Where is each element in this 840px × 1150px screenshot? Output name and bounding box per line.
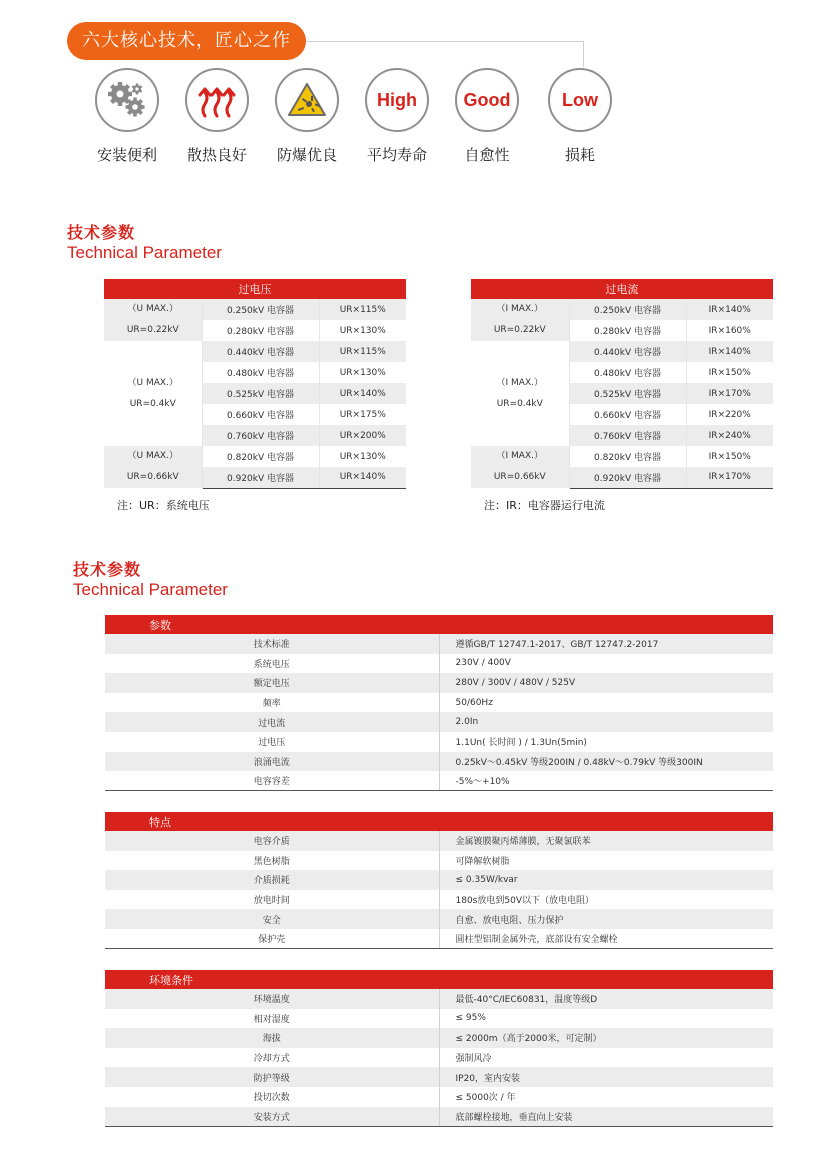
table-header: 过电压 xyxy=(104,279,406,299)
over-current-value: IR×140% xyxy=(686,299,773,320)
spec-key: 黑色树脂 xyxy=(105,851,439,871)
capacitor-rating: 0.250kV 电容器 xyxy=(202,299,319,320)
spec-key: 相对湿度 xyxy=(105,1009,439,1029)
spec-key: 额定电压 xyxy=(105,673,439,693)
spec-key: 电容容差 xyxy=(105,771,439,791)
spec-key: 浪涌电流 xyxy=(105,752,439,772)
spec-value: 230V / 400V xyxy=(455,658,511,669)
high-badge xyxy=(365,68,429,132)
feature-heat-dissipation xyxy=(167,66,267,166)
spec-key: 海拔 xyxy=(105,1028,439,1048)
good-word: Good xyxy=(463,89,511,110)
spec-value: 280V / 300V / 480V / 525V xyxy=(439,673,773,693)
feature-label: 平均寿命 xyxy=(366,146,427,164)
explosion-warning-icon xyxy=(275,68,339,132)
capacitor-rating: 0.525kV 电容器 xyxy=(202,383,319,404)
section-title: 技术参数 xyxy=(67,223,136,242)
banner-divider xyxy=(306,41,584,42)
capacitor-rating: 0.820kV 电容器 xyxy=(202,446,319,467)
spec-key: 保护壳 xyxy=(105,929,439,949)
spec-value: 底部螺栓接地，垂直向上安装 xyxy=(439,1107,773,1127)
low-word: Low xyxy=(562,89,598,110)
over-voltage-table xyxy=(104,279,406,489)
spec-value: -5%～+10% xyxy=(439,771,773,791)
capacitor-rating: 0.280kV 电容器 xyxy=(202,320,319,341)
group-label: （U MAX.） UR=0.66kV xyxy=(104,446,202,488)
table-header: 环境条件 xyxy=(105,970,773,989)
spec-value: 最低-40°C/IEC60831，温度等级D xyxy=(439,989,773,1009)
spec-key: 安装方式 xyxy=(105,1107,439,1127)
parameters-table xyxy=(105,615,773,791)
spec-value: 可降解软树脂 xyxy=(455,856,510,867)
group-label: （U MAX.） UR=0.4kV xyxy=(104,341,202,446)
spec-key: 频率 xyxy=(105,693,439,713)
over-voltage-value: UR×115% xyxy=(319,299,406,320)
environment-table xyxy=(105,970,773,1127)
section-subtitle: Technical Parameter xyxy=(73,580,228,599)
spec-key: 冷却方式 xyxy=(105,1048,439,1068)
section-subtitle: Technical Parameter xyxy=(67,243,222,262)
over-voltage-value: UR×130% xyxy=(339,451,386,462)
capacitor-rating: 0.920kV 电容器 xyxy=(569,467,686,488)
spec-key: 技术标准 xyxy=(105,634,439,654)
over-voltage-value: UR×140% xyxy=(319,383,406,404)
over-voltage-value: UR×175% xyxy=(339,409,386,420)
good-badge xyxy=(455,68,519,132)
over-voltage-value: UR×130% xyxy=(339,367,386,378)
low-badge xyxy=(548,68,612,132)
capacitor-rating: 0.660kV 电容器 xyxy=(202,404,319,425)
spec-key: 放电时间 xyxy=(105,890,439,910)
spec-key: 系统电压 xyxy=(105,654,439,674)
over-voltage-value: UR×200% xyxy=(319,425,406,446)
table-header: 过电流 xyxy=(471,279,773,299)
spec-key: 过电压 xyxy=(105,732,439,752)
over-current-value: IR×220% xyxy=(708,409,751,420)
capacitor-rating: 0.820kV 电容器 xyxy=(569,446,686,467)
spec-key: 安全 xyxy=(105,909,439,929)
feature-average-life xyxy=(347,66,447,166)
over-voltage-value: UR×130% xyxy=(339,325,386,336)
spec-value: 自愈、放电电阻、压力保护 xyxy=(439,909,773,929)
over-current-value: IR×150% xyxy=(708,451,751,462)
spec-value: 1.1Un( 长时间 ) / 1.3Un(5min) xyxy=(455,738,587,749)
spec-value: 圆柱型铝制金属外壳，底部设有安全螺栓 xyxy=(439,929,773,949)
feature-banner: 六大核心技术，匠心之作 xyxy=(67,22,306,60)
group-label: （U MAX.） UR=0.22kV xyxy=(104,299,202,341)
capacitor-rating: 0.660kV 电容器 xyxy=(569,404,686,425)
group-label: （I MAX.） UR=0.22kV xyxy=(471,299,569,341)
feature-label: 安装便利 xyxy=(96,146,157,164)
capacitor-rating: 0.440kV 电容器 xyxy=(202,341,319,362)
capacitor-rating: 0.480kV 电容器 xyxy=(569,362,686,383)
capacitor-rating: 0.480kV 电容器 xyxy=(202,362,319,383)
table-header: 特点 xyxy=(105,812,773,831)
features-table xyxy=(105,812,773,949)
over-current-value: IR×170% xyxy=(686,467,773,488)
group-label: （I MAX.） UR=0.4kV xyxy=(471,341,569,446)
spec-value: 50/60Hz xyxy=(455,697,493,708)
spec-value: 遵循GB/T 12747.1-2017、GB/T 12747.2-2017 xyxy=(439,634,773,654)
over-current-value: IR×240% xyxy=(686,425,773,446)
high-word: High xyxy=(377,89,417,110)
feature-label: 损耗 xyxy=(564,146,595,164)
feature-self-healing xyxy=(437,66,537,166)
over-voltage-value: UR×115% xyxy=(319,341,406,362)
capacitor-rating: 0.760kV 电容器 xyxy=(202,425,319,446)
capacitor-rating: 0.440kV 电容器 xyxy=(569,341,686,362)
heat-arrows-icon xyxy=(185,68,249,132)
over-current-table xyxy=(471,279,773,489)
spec-value: ≤ 0.35W/kvar xyxy=(439,870,773,890)
spec-value: ≤ 5000次 / 年 xyxy=(455,1093,516,1104)
capacitor-rating: 0.280kV 电容器 xyxy=(569,320,686,341)
spec-key: 过电流 xyxy=(105,712,439,732)
spec-value: ≤ 2000m（高于2000米，可定制） xyxy=(439,1028,773,1048)
voltage-note: 注：UR：系统电压 xyxy=(117,499,210,512)
over-current-value: IR×150% xyxy=(708,367,751,378)
feature-label: 散热良好 xyxy=(186,146,247,164)
spec-key: 介质损耗 xyxy=(105,870,439,890)
current-note: 注：IR：电容器运行电流 xyxy=(484,499,605,512)
feature-easy-install xyxy=(77,66,177,166)
feature-label: 防爆优良 xyxy=(276,146,337,164)
over-current-value: IR×160% xyxy=(708,325,751,336)
over-current-value: IR×140% xyxy=(686,341,773,362)
feature-loss xyxy=(530,66,630,166)
spec-value: 180s放电到50V以下（放电电阻） xyxy=(455,896,594,907)
group-label: （I MAX.） UR=0.66kV xyxy=(471,446,569,488)
spec-value: IP20，室内安装 xyxy=(439,1067,773,1087)
over-current-value: IR×170% xyxy=(686,383,773,404)
spec-key: 防护等级 xyxy=(105,1067,439,1087)
section-title: 技术参数 xyxy=(73,560,142,579)
capacitor-rating: 0.760kV 电容器 xyxy=(569,425,686,446)
spec-value: 2.0In xyxy=(439,712,773,732)
banner-divider-tick xyxy=(583,41,584,67)
spec-value: ≤ 95% xyxy=(455,1013,486,1024)
spec-value: 0.25kV～0.45kV 等级200IN / 0.48kV～0.79kV 等级300IN xyxy=(439,752,773,772)
table-header: 参数 xyxy=(105,615,773,634)
feature-explosion-proof xyxy=(257,66,357,166)
capacitor-rating: 0.525kV 电容器 xyxy=(569,383,686,404)
spec-value: 金属镀膜聚丙烯薄膜，无聚氯联苯 xyxy=(439,831,773,851)
gears-icon xyxy=(95,68,159,132)
feature-label: 自愈性 xyxy=(464,146,510,164)
capacitor-rating: 0.250kV 电容器 xyxy=(569,299,686,320)
spec-key: 电容介质 xyxy=(105,831,439,851)
capacitor-rating: 0.920kV 电容器 xyxy=(202,467,319,488)
spec-value: 强制风冷 xyxy=(455,1054,492,1065)
over-voltage-value: UR×140% xyxy=(319,467,406,488)
spec-key: 投切次数 xyxy=(105,1087,439,1107)
spec-key: 环境温度 xyxy=(105,989,439,1009)
